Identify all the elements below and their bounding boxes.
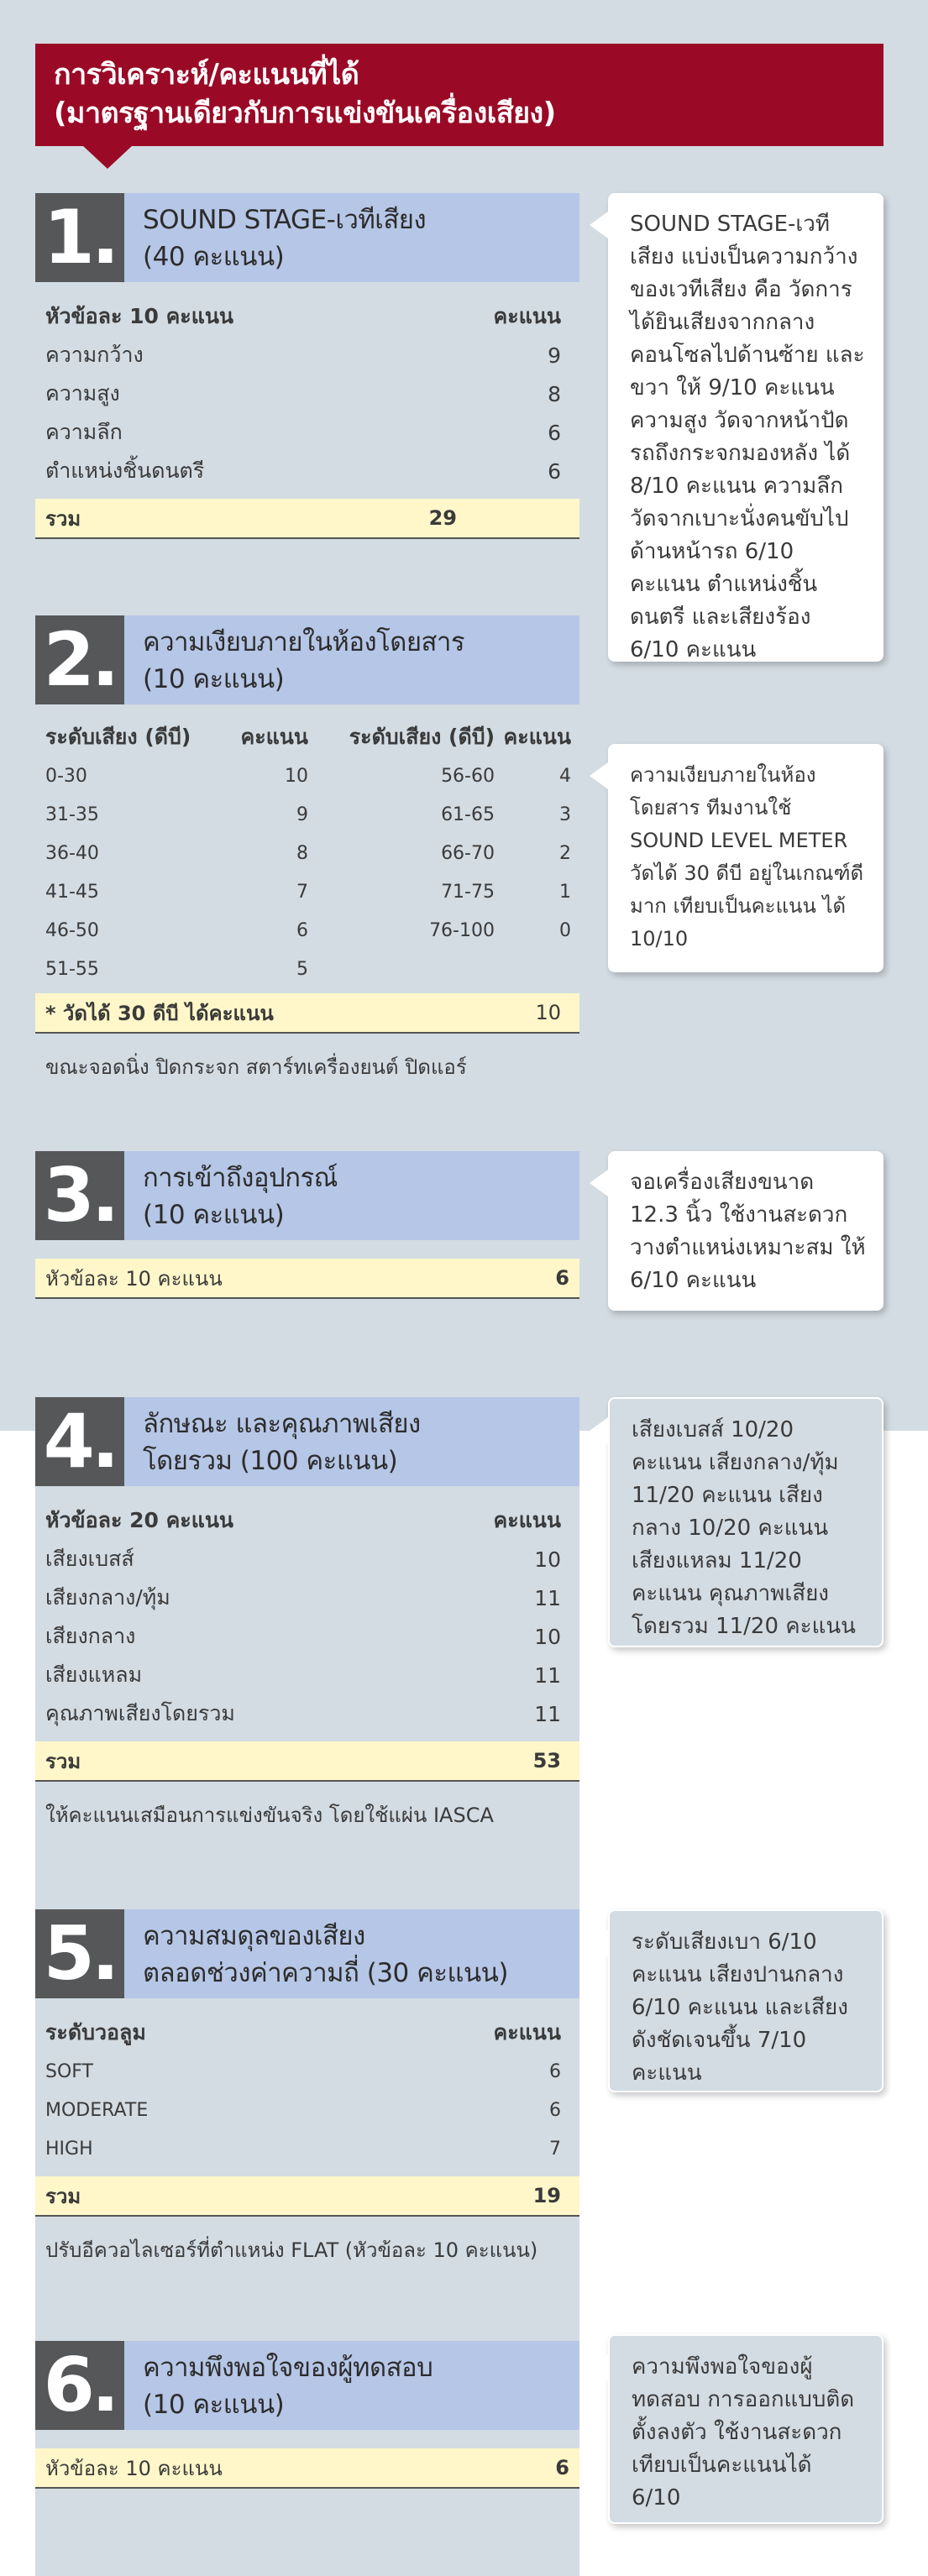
row-value: 10 xyxy=(534,1624,561,1649)
table-row xyxy=(45,2091,569,2129)
section-1-total xyxy=(35,499,579,539)
row-value: 9 xyxy=(548,343,561,368)
table-row xyxy=(45,374,569,413)
table-row xyxy=(45,1694,569,1733)
section-4-title-line2a: โดยรวม xyxy=(143,1446,233,1476)
section-5-note: ปรับอีควอไลเซอร์ที่ตำแหน่ง FLAT (หัวข้อละ 10 คะแนน) xyxy=(45,2238,538,2262)
section-3-title xyxy=(143,1160,571,1233)
section-4-number: 4. xyxy=(35,1397,124,1486)
table-row xyxy=(45,1540,569,1579)
section-2-title-line2: (10 คะแนน) xyxy=(143,664,285,694)
score-cell: 8 xyxy=(296,842,308,864)
row-value: 6 xyxy=(548,458,561,484)
total-label: รวม xyxy=(45,1749,81,1773)
section-5-title xyxy=(143,1918,571,1992)
section-4-col-label: หัวข้อละ 20 คะแนน xyxy=(45,1508,234,1532)
banner-title-line2: (มาตรฐานเดียวกับการแข่งขันเครื่องเสียง) xyxy=(54,97,556,130)
section-4-callout xyxy=(608,1397,883,1647)
score-cell: 2 xyxy=(559,842,571,864)
row-label: ความสูง xyxy=(45,381,120,406)
row-value: 6 xyxy=(549,2099,561,2121)
total-value: 19 xyxy=(532,2184,561,2207)
score-cell: 7 xyxy=(296,881,308,903)
section-1-col-label: หัวข้อละ 10 คะแนน xyxy=(45,304,234,328)
total-label: หัวข้อละ 10 คะแนน xyxy=(45,2456,223,2480)
section-2-panel xyxy=(35,615,579,1083)
section-3-header xyxy=(35,1151,579,1240)
row-label: เสียงเบสส์ xyxy=(45,1547,134,1571)
total-value: 53 xyxy=(532,1749,561,1772)
section-5-callout xyxy=(608,1909,883,2092)
table-row xyxy=(45,911,569,950)
section-5-number: 5. xyxy=(35,1909,124,1998)
table-row xyxy=(45,834,569,872)
section-3-title-line2: (10 คะแนน) xyxy=(143,1200,285,1230)
row-label: SOFT xyxy=(45,2060,93,2082)
section-5-col-value: คะแนน xyxy=(493,2020,561,2045)
section-3-number: 3. xyxy=(35,1151,124,1240)
section-1-col-value: คะแนน xyxy=(493,304,561,328)
section-2-header xyxy=(35,615,579,704)
section-1-number: 1. xyxy=(35,193,124,282)
row-label: คุณภาพเสียงโดยรวม xyxy=(45,1701,235,1725)
section-4-col-value: คะแนน xyxy=(493,1508,561,1532)
section-2-number: 2. xyxy=(35,615,124,704)
section-5-title-line1: ความสมดุลของเสียง xyxy=(143,1921,365,1951)
score-cell: 4 xyxy=(559,765,571,787)
section-1-table xyxy=(35,282,579,490)
row-label: HIGH xyxy=(45,2138,93,2160)
section-5-title-line2a: ตลอดช่วงค่าความถี่ xyxy=(143,1958,359,1988)
level-cell: 36-40 xyxy=(45,842,99,864)
score-cell: 1 xyxy=(559,881,571,903)
table-row xyxy=(45,757,569,795)
header-level-1: ระดับเสียง (ดีบี) xyxy=(45,725,191,749)
row-value: 6 xyxy=(548,420,561,445)
section-6-title xyxy=(143,2349,571,2423)
score-cell: 9 xyxy=(296,804,308,825)
table-row xyxy=(45,1656,569,1694)
banner-title-line1: การวิเคราะห์/คะแนนที่ได้ xyxy=(54,58,359,92)
section-2-callout xyxy=(608,744,883,972)
section-1-header xyxy=(35,193,579,282)
row-value: 11 xyxy=(534,1701,561,1726)
table-row xyxy=(45,950,569,988)
header-level-2: ระดับเสียง (ดีบี) xyxy=(349,725,495,749)
row-label: เสียงแหลม xyxy=(45,1662,143,1687)
banner-pointer xyxy=(82,145,133,169)
section-6-callout xyxy=(608,2334,883,2524)
level-cell: 0-30 xyxy=(45,765,87,787)
section-5-table xyxy=(35,1998,579,2168)
row-label: MODERATE xyxy=(45,2099,149,2121)
section-1-callout xyxy=(608,193,883,662)
section-5-total xyxy=(35,2176,579,2217)
section-5-col-label: ระดับวอลูม xyxy=(45,2020,146,2045)
level-cell: 51-55 xyxy=(45,958,99,980)
table-row xyxy=(45,872,569,911)
section-5-header xyxy=(35,1909,579,1998)
section-5-panel xyxy=(35,1909,579,2266)
section-5-callout-text: ระดับเสียงเบา 6/10 คะแนน เสียงปานกลาง 6/10 คะแนน และเสียงดังชัดเจนขึ้น 7/10 คะแนน xyxy=(632,1929,848,2086)
page-banner xyxy=(35,44,883,146)
table-row xyxy=(45,2052,569,2091)
section-4-title-line2 xyxy=(143,1442,571,1479)
score-cell: 0 xyxy=(559,919,571,941)
section-4-callout-text: เสียงเบสส์ 10/20 คะแนน เสียงกลาง/ทุ้ม 11/20 คะแนน เสียงกลาง 10/20 คะแนน เสียงแหลม 11/20 คะแนน คุณภาพเสียงโดยรวม 11/20 คะแนน xyxy=(632,1417,856,1639)
section-3-panel xyxy=(35,1151,579,1299)
table-row xyxy=(45,1617,569,1656)
section-5-title-line2 xyxy=(143,1955,571,1992)
level-cell: 76-100 xyxy=(429,919,495,941)
section-2-table-header xyxy=(45,718,569,757)
score-cell: 5 xyxy=(296,958,308,980)
header-score-2: คะแนน xyxy=(503,725,571,749)
section-6-header xyxy=(35,2341,579,2430)
section-4-title-line2b: (100 คะแนน) xyxy=(232,1446,398,1476)
score-cell: 3 xyxy=(559,804,571,825)
section-2-note: ขณะจอดนิ่ง ปิดกระจก สตาร์ทเครื่องยนต์ ปิดแอร์ xyxy=(45,1055,467,1079)
score-cell: 10 xyxy=(285,765,308,787)
section-6-total xyxy=(35,2448,579,2489)
section-4-panel xyxy=(35,1397,579,1831)
section-4-title-line1: ลักษณะ และคุณภาพเสียง xyxy=(143,1409,421,1439)
section-4-note: ให้คะแนนเสมือนการแข่งขันจริง โดยใช้แผ่น IASCA xyxy=(45,1804,494,1827)
section-3-total xyxy=(35,1259,579,1299)
level-cell: 46-50 xyxy=(45,919,99,941)
total-label: หัวข้อละ 10 คะแนน xyxy=(45,1266,223,1291)
level-cell: 61-65 xyxy=(441,804,495,825)
section-2-title-line1: ความเงียบภายในห้องโดยสาร xyxy=(143,627,465,657)
level-cell: 66-70 xyxy=(441,842,495,864)
level-cell: 71-75 xyxy=(441,881,495,903)
total-label: * วัดได้ 30 ดีบี ได้คะแนน xyxy=(45,1001,274,1025)
total-label: รวม xyxy=(45,2184,81,2208)
section-1-table-header xyxy=(45,297,569,336)
level-cell: 41-45 xyxy=(45,881,99,903)
section-2-table xyxy=(35,704,579,988)
table-row xyxy=(45,2129,569,2168)
header-score-1: คะแนน xyxy=(240,725,308,749)
section-4-header xyxy=(35,1397,579,1486)
section-1-callout-text: SOUND STAGE-เวทีเสียง แบ่งเป็นความกว้างของเวทีเสียง คือ วัดการได้ยินเสียงจากกลางคอนโซลไปด้านซ้าย และขวา ให้ 9/10 คะแนน ความสูง วัดจากหน้าปัดรถถึงกระจกมองหลัง ได้ 8/10 คะแนน ความลึก วัดจากเบาะนั่งคนขับไปด้านหน้ารถ 6/10 คะแนน ตำแหน่งชิ้นดนตรี และเสียงร้อง 6/10 คะแนน xyxy=(630,212,865,662)
total-label: รวม xyxy=(45,506,81,531)
section-1-panel xyxy=(35,193,579,539)
section-6-title-line1: ความพึงพอใจของผู้ทดสอบ xyxy=(143,2353,433,2383)
table-row xyxy=(45,795,569,834)
total-value: 29 xyxy=(428,506,457,530)
row-value: 7 xyxy=(549,2138,561,2160)
row-label: เสียงกลาง xyxy=(45,1624,136,1648)
table-row xyxy=(45,413,569,452)
section-1-title-line2: (40 คะแนน) xyxy=(143,242,285,272)
section-2-total xyxy=(35,993,579,1034)
row-label: ความลึก xyxy=(45,420,123,444)
section-3-callout-text: จอเครื่องเสียงขนาด 12.3 นิ้ว ใช้งานสะดวก วางตำแหน่งเหมาะสม ให้ 6/10 คะแนน xyxy=(630,1170,866,1293)
level-cell: 31-35 xyxy=(45,804,99,825)
total-value: 6 xyxy=(555,1266,569,1290)
row-label: เสียงกลาง/ทุ้ม xyxy=(45,1585,170,1610)
score-cell: 6 xyxy=(296,919,308,941)
row-value: 8 xyxy=(548,381,561,406)
section-4-table xyxy=(35,1486,579,1733)
section-6-number: 6. xyxy=(35,2341,124,2430)
section-4-title xyxy=(143,1406,571,1479)
row-value: 10 xyxy=(534,1547,561,1572)
row-label: ตำแหน่งชิ้นดนตรี xyxy=(45,458,205,483)
section-4-total xyxy=(35,1741,579,1782)
section-1-title-line1: SOUND STAGE-เวทีเสียง xyxy=(143,205,427,235)
table-row xyxy=(45,1579,569,1617)
section-5-table-header xyxy=(45,2013,569,2052)
level-cell: 56-60 xyxy=(441,765,495,787)
section-5-title-line2b: (30 คะแนน) xyxy=(359,1958,508,1988)
section-3-title-line1: การเข้าถึงอุปกรณ์ xyxy=(143,1163,338,1193)
row-label: ความกว้าง xyxy=(45,343,144,367)
section-1-title xyxy=(143,202,571,275)
row-value: 6 xyxy=(549,2060,561,2082)
section-2-callout-text: ความเงียบภายในห้องโดยสาร ทีมงานใช้ SOUND LEVEL METER วัดได้ 30 ดีบี อยู่ในเกณฑ์ดีมาก เทียบเป็นคะแนน ได้ 10/10 xyxy=(630,763,864,950)
total-value: 6 xyxy=(555,2456,569,2479)
total-value: 10 xyxy=(535,1001,561,1024)
table-row xyxy=(45,452,569,490)
section-3-callout xyxy=(608,1151,883,1311)
row-value: 11 xyxy=(534,1662,561,1688)
section-6-panel xyxy=(35,2341,579,2489)
section-2-title xyxy=(143,624,571,698)
row-value: 11 xyxy=(534,1585,561,1610)
section-4-table-header xyxy=(45,1501,569,1540)
table-row xyxy=(45,336,569,374)
section-6-callout-text: ความพึงพอใจของผู้ทดสอบ การออกแบบติดตั้งลงตัว ใช้งานสะดวก เทียบเป็นคะแนนได้ 6/10 xyxy=(632,2354,855,2511)
section-6-title-line2: (10 คะแนน) xyxy=(143,2390,285,2420)
